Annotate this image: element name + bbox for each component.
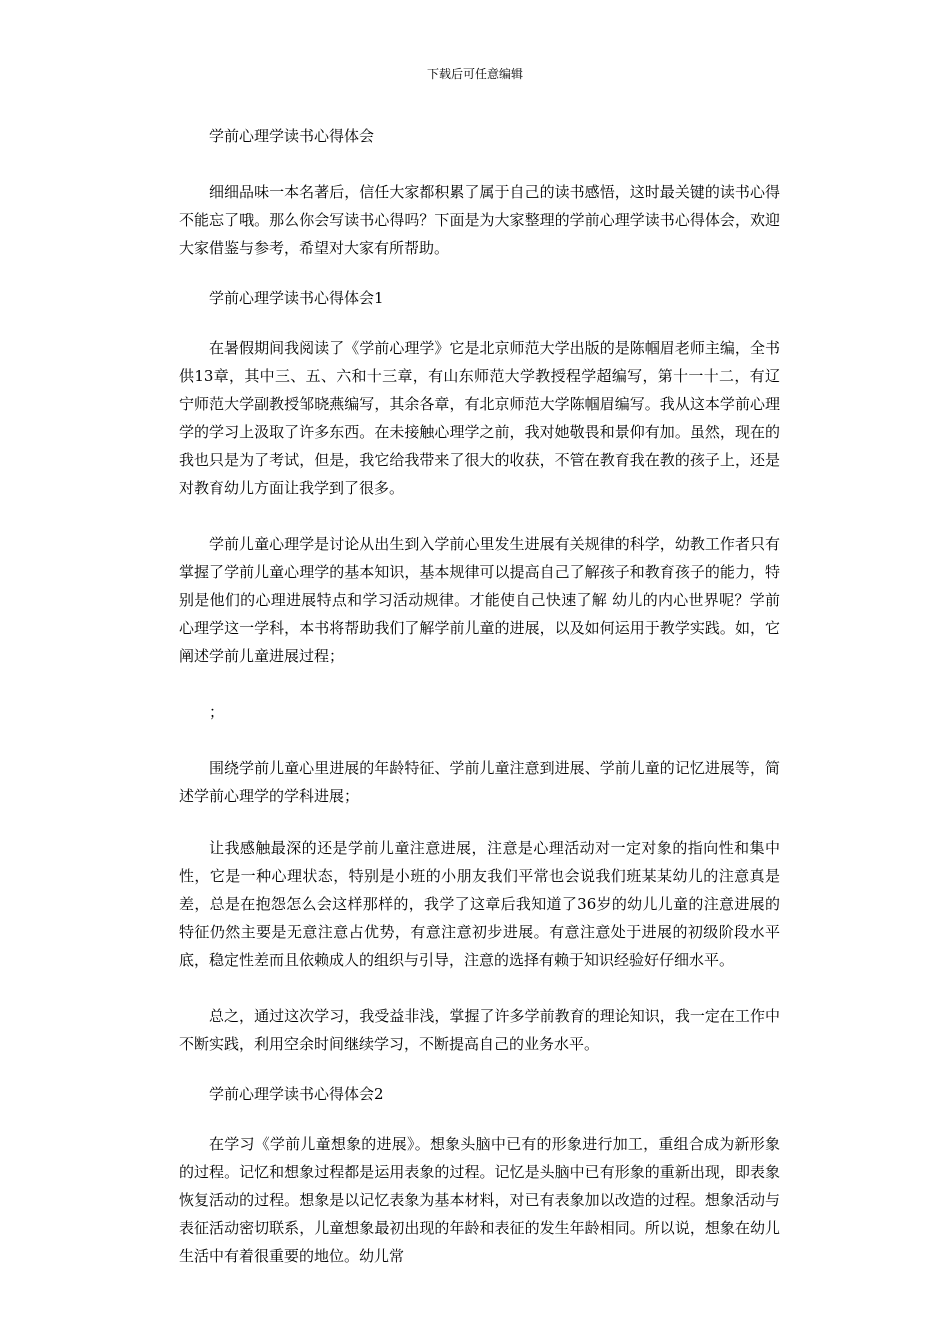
section2-heading: 学前心理学读书心得体会2 [209, 1085, 384, 1103]
section1-paragraph-2: 学前儿童心理学是讨论从出生到入学前心里发生进展有关规律的科学，幼教工作者只有掌握了学前儿童心理学的基本知识，基本规律可以提高自己了解孩子和教育孩子的能力，特别是他们的心理进展特点和学习活动规律。才能使自己快速了解 幼儿的内心世界呢？学前心理学这一学科，本书将帮助我们了解学前儿童的进展，以及如何运用于教学实践。如，它阐述学前儿童进展过程； [179, 535, 780, 665]
section2-paragraph-1: 在学习《学前儿童想象的进展》。想象头脑中已有的形象进行加工，重组合成为新形象的过程。记忆和想象过程都是运用表象的过程。记忆是头脑中已有形象的重新出现，即表象恢复活动的过程。想象是以记忆表象为基本材料，对已有表象加以改造的过程。想象活动与表征活动密切联系，儿童想象最初出现的年龄和表征的发生年龄相同。所以说，想象在幼儿生活中有着很重要的地位。幼儿常 [179, 1135, 780, 1265]
document-title: 学前心理学读书心得体会 [209, 127, 375, 145]
section1-paragraph-4: 围绕学前儿童心里进展的年龄特征、学前儿童注意到进展、学前儿童的记忆进展等，简述学前心理学的学科进展； [179, 759, 780, 805]
section1-paragraph-1: 在暑假期间我阅读了《学前心理学》它是北京师范大学出版的是陈帼眉老师主编，全书供13章，其中三、五、六和十三章，有山东师范大学教授程学超编写，第十一十二，有辽宁师范大学副教授邹晓燕编写，其余各章，有北京师范大学陈帼眉编写。我从这本学前心理学的学习上汲取了许多东西。在未接触心理学之前，我对她敬畏和景仰有加。虽然，现在的我也只是为了考试，但是，我它给我带来了很大的收获，不管在教育我在教的孩子上，还是对教育幼儿方面让我学到了很多。 [179, 339, 780, 497]
section1-heading: 学前心理学读书心得体会1 [209, 289, 384, 307]
download-note: 下载后可任意编辑 [426, 67, 523, 81]
section1-paragraph-5: 让我感触最深的还是学前儿童注意进展，注意是心理活动对一定对象的指向性和集中性，它是一种心理状态，特别是小班的小朋友我们平常也会说我们班某某幼儿的注意真是差，总是在抱怨怎么会这样那样的，我学了这章后我知道了36岁的幼儿儿童的注意进展的特征仍然主要是无意注意占优势，有意注意初步进展。有意注意处于进展的初级阶段水平底，稳定性差而且依赖成人的组织与引导，注意的选择有赖于知识经验好仔细水平。 [179, 839, 780, 969]
document-body [179, 122, 780, 1270]
section1-paragraph-6: 总之，通过这次学习，我受益非浅，掌握了许多学前教育的理论知识，我一定在工作中不断实践，利用空余时间继续学习，不断提高自己的业务水平。 [179, 1007, 780, 1053]
intro-paragraph: 细细品味一本名著后，信任大家都积累了属于自己的读书感悟，这时最关键的读书心得不能忘了哦。那么你会写读书心得吗？下面是为大家整理的学前心理学读书心得体会，欢迎大家借鉴与参考，希望对大家有所帮助。 [179, 183, 780, 257]
section1-paragraph-3: ； [209, 703, 225, 721]
